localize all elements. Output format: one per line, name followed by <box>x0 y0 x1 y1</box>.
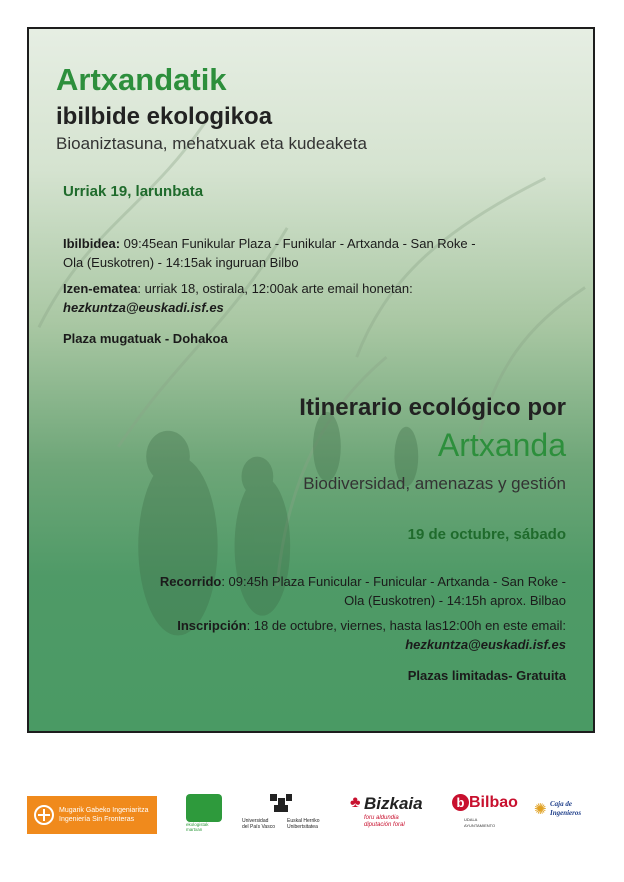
title-es: Itinerario ecológico por <box>299 394 566 421</box>
sponsor-logos <box>0 780 624 840</box>
route-text-es: : 09:45h Plaza Funicular - Funicular - Artxanda - San Roke - <box>221 574 566 589</box>
isf-circle-icon <box>33 804 55 826</box>
route-label-es: Recorrido <box>159 574 222 589</box>
bilbao-logo <box>452 794 522 836</box>
upv-ehu-emblem-icon <box>268 792 294 814</box>
email-eu[interactable]: hezkuntza@euskadi.isf.es <box>63 300 224 315</box>
reg-label-eu: Izen-ematea <box>63 281 138 296</box>
date-es: 19 de octubre, sábado <box>407 526 566 543</box>
upv-line4: Unibertsitatea <box>287 824 318 830</box>
reg-label-es: Inscripción <box>177 618 247 633</box>
caja-line1: Caja de <box>550 800 572 808</box>
tagline-eu: Bioaniztasuna, mehatxuak eta kudeaketa <box>56 134 367 153</box>
route-eu <box>63 234 583 272</box>
bizkaia-sub2: diputación foral <box>364 822 405 828</box>
email-es[interactable]: hezkuntza@euskadi.isf.es <box>405 637 566 652</box>
poster-frame <box>27 27 595 733</box>
isf-line1: Mugarik Gabeko Ingeniaritza <box>59 807 149 814</box>
caja-line2: Ingenieros <box>550 809 582 817</box>
route-text2-es: Ola (Euskotren) - 14:15h aprox. Bilbao <box>344 593 566 608</box>
bizkaia-logo <box>350 794 430 836</box>
bizkaia-sub1: foru aldundia <box>364 815 399 821</box>
ekologistak-sun-icon <box>186 794 222 822</box>
upv-line2: del País Vasco <box>242 824 275 830</box>
upv-ehu-logo <box>242 792 332 837</box>
caja-gear-icon: ✺ <box>534 801 547 818</box>
registration-es <box>46 616 566 654</box>
upv-line1: Universidad <box>242 818 269 824</box>
places-es: Plazas limitadas- Gratuita <box>407 668 566 683</box>
places-eu: Plaza mugatuak - Dohakoa <box>63 331 228 346</box>
route-es <box>46 572 566 610</box>
caja-ingenieros-logo <box>534 800 604 830</box>
route-text-eu: 09:45ean Funikular Plaza - Funikular - Artxanda - San Roke - <box>120 236 476 251</box>
subtitle-es: Artxanda <box>437 427 566 463</box>
route-text2-eu: Ola (Euskotren) - 14:15ak inguruan Bilbo <box>63 255 299 270</box>
bizkaia-name: Bizkaia <box>364 794 423 813</box>
isf-logo <box>27 796 157 834</box>
route-label-eu: Ibilbidea: <box>63 236 121 251</box>
tagline-es: Biodiversidad, amenazas y gestión <box>303 474 566 493</box>
eco-text: ekologistak martxan <box>186 822 209 832</box>
registration-eu <box>63 279 583 317</box>
bilbao-name: Bilbao <box>469 794 518 811</box>
subtitle-eu: ibilbide ekologikoa <box>56 103 273 130</box>
reg-text-eu: : urriak 18, ostirala, 12:00ak arte email honetan: <box>137 281 413 296</box>
isf-line2: Ingeniería Sin Fronteras <box>59 816 135 823</box>
date-eu: Urriak 19, larunbata <box>63 183 204 200</box>
title-eu: Artxandatik <box>56 62 227 97</box>
reg-text-es: : 18 de octubre, viernes, hasta las12:00h en este email: <box>246 618 566 633</box>
ekologistak-logo <box>186 794 222 834</box>
bilbao-b-icon: b <box>452 794 469 811</box>
bizkaia-tree-icon: ♣ <box>350 794 361 811</box>
bilbao-sub1: UDALA <box>464 817 478 822</box>
upv-line3: Euskal Herriko <box>287 818 320 824</box>
bilbao-sub2: AYUNTAMIENTO <box>464 823 496 828</box>
